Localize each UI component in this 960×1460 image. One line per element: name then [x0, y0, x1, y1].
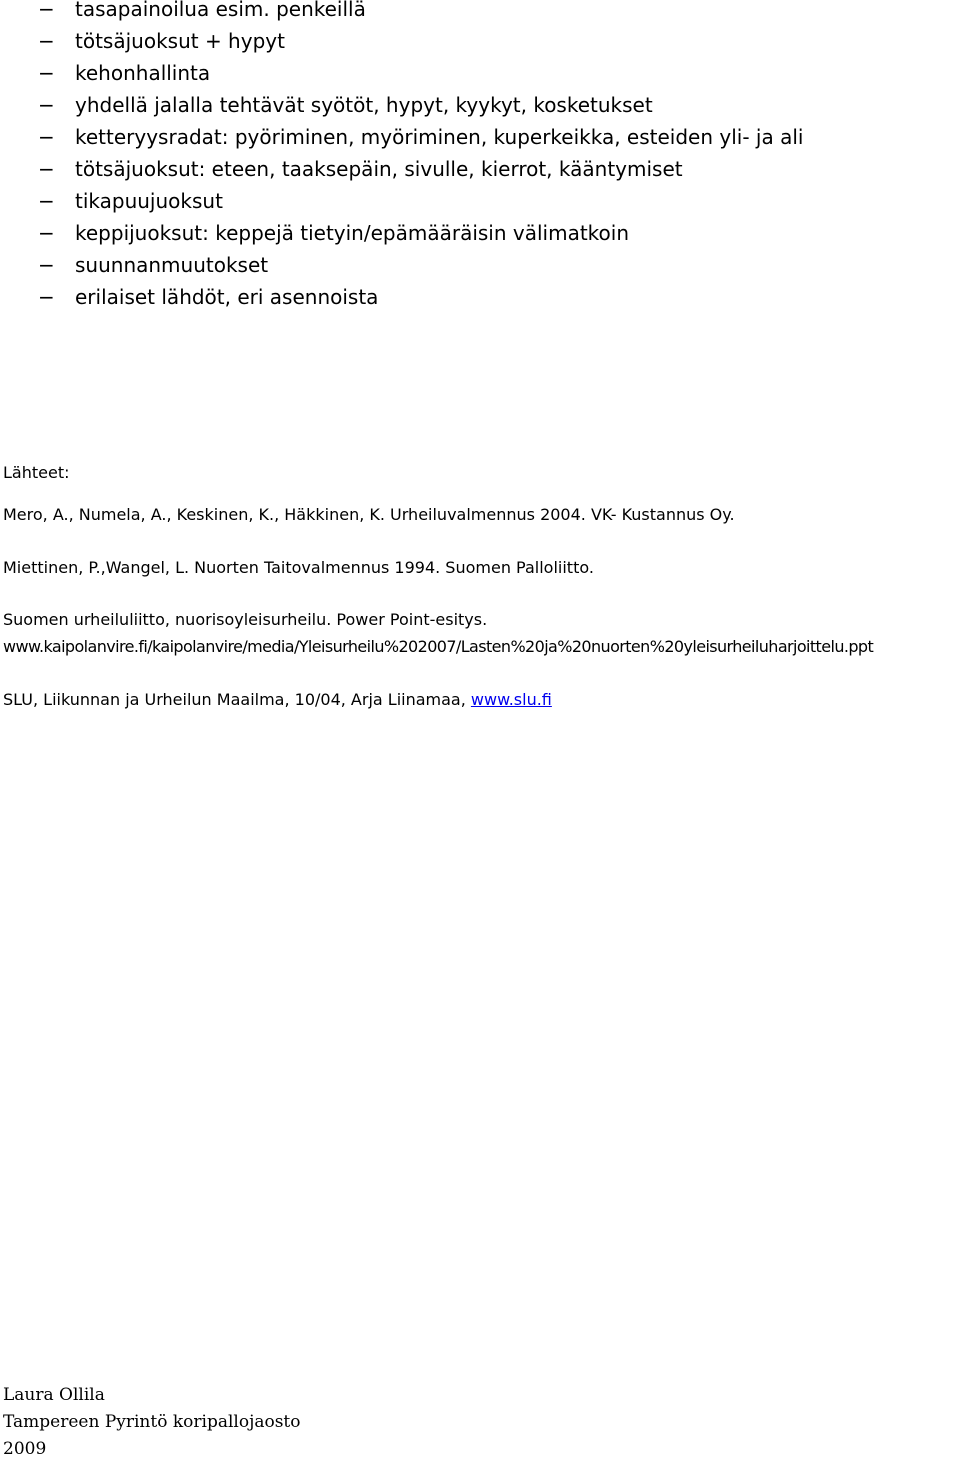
list-item-text: kehonhallinta [75, 61, 211, 85]
list-item-text: tasapainoilua esim. penkeillä [75, 0, 366, 21]
bullet-dash: − [38, 221, 55, 245]
sources-heading: Lähteet: [3, 463, 70, 482]
bullet-dash: − [38, 61, 55, 85]
bullet-dash: − [38, 93, 55, 117]
bullet-dash: − [38, 29, 55, 53]
list-item-text: erilaiset lähdöt, eri asennoista [75, 285, 379, 309]
reference-kaipolanvire-url: www.kaipolanvire.fi/kaipolanvire/media/Yleisurheilu%202007/Lasten%20ja%20nuorten%20yleisurheiluharjoittelu.ppt [3, 637, 874, 656]
author-year: 2009 [3, 1439, 47, 1459]
list-item-text: tötsäjuoksut + hypyt [75, 29, 285, 53]
reference-slu [3, 690, 552, 710]
reference-slu-text: SLU, Liikunnan ja Urheilun Maailma, 10/04, Arja Liinamaa, [3, 690, 471, 709]
list-item-text: tikapuujuoksut [75, 189, 223, 213]
author-name: Laura Ollila [3, 1385, 105, 1405]
bullet-dash: − [38, 157, 55, 181]
list-item-text: keppijuoksut: keppejä tietyin/epämääräisin välimatkoin [75, 221, 630, 245]
bullet-dash: − [38, 189, 55, 213]
list-item-text: ketteryysradat: pyöriminen, myöriminen, kuperkeikka, esteiden yli- ja ali [75, 125, 804, 149]
list-item-text: tötsäjuoksut: eteen, taaksepäin, sivulle, kierrot, kääntymiset [75, 157, 683, 181]
bullet-dash: − [38, 285, 55, 309]
reference-mero: Mero, A., Numela, A., Keskinen, K., Häkkinen, K. Urheiluvalmennus 2004. VK- Kustannus Oy. [3, 505, 735, 524]
slu-link[interactable]: www.slu.fi [470, 690, 552, 709]
reference-miettinen: Miettinen, P.,Wangel, L. Nuorten Taitovalmennus 1994. Suomen Palloliitto. [3, 558, 594, 577]
bullet-dash: − [38, 253, 55, 277]
list-item-text: yhdellä jalalla tehtävät syötöt, hypyt, kyykyt, kosketukset [75, 93, 653, 117]
bullet-dash: − [38, 0, 55, 21]
list-item-text: suunnanmuutokset [75, 253, 269, 277]
bullet-dash: − [38, 125, 55, 149]
author-organization: Tampereen Pyrintö koripallojaosto [3, 1412, 301, 1432]
reference-suomen-urheiluliitto: Suomen urheiluliitto, nuorisoyleisurheilu. Power Point-esitys. [3, 610, 488, 629]
